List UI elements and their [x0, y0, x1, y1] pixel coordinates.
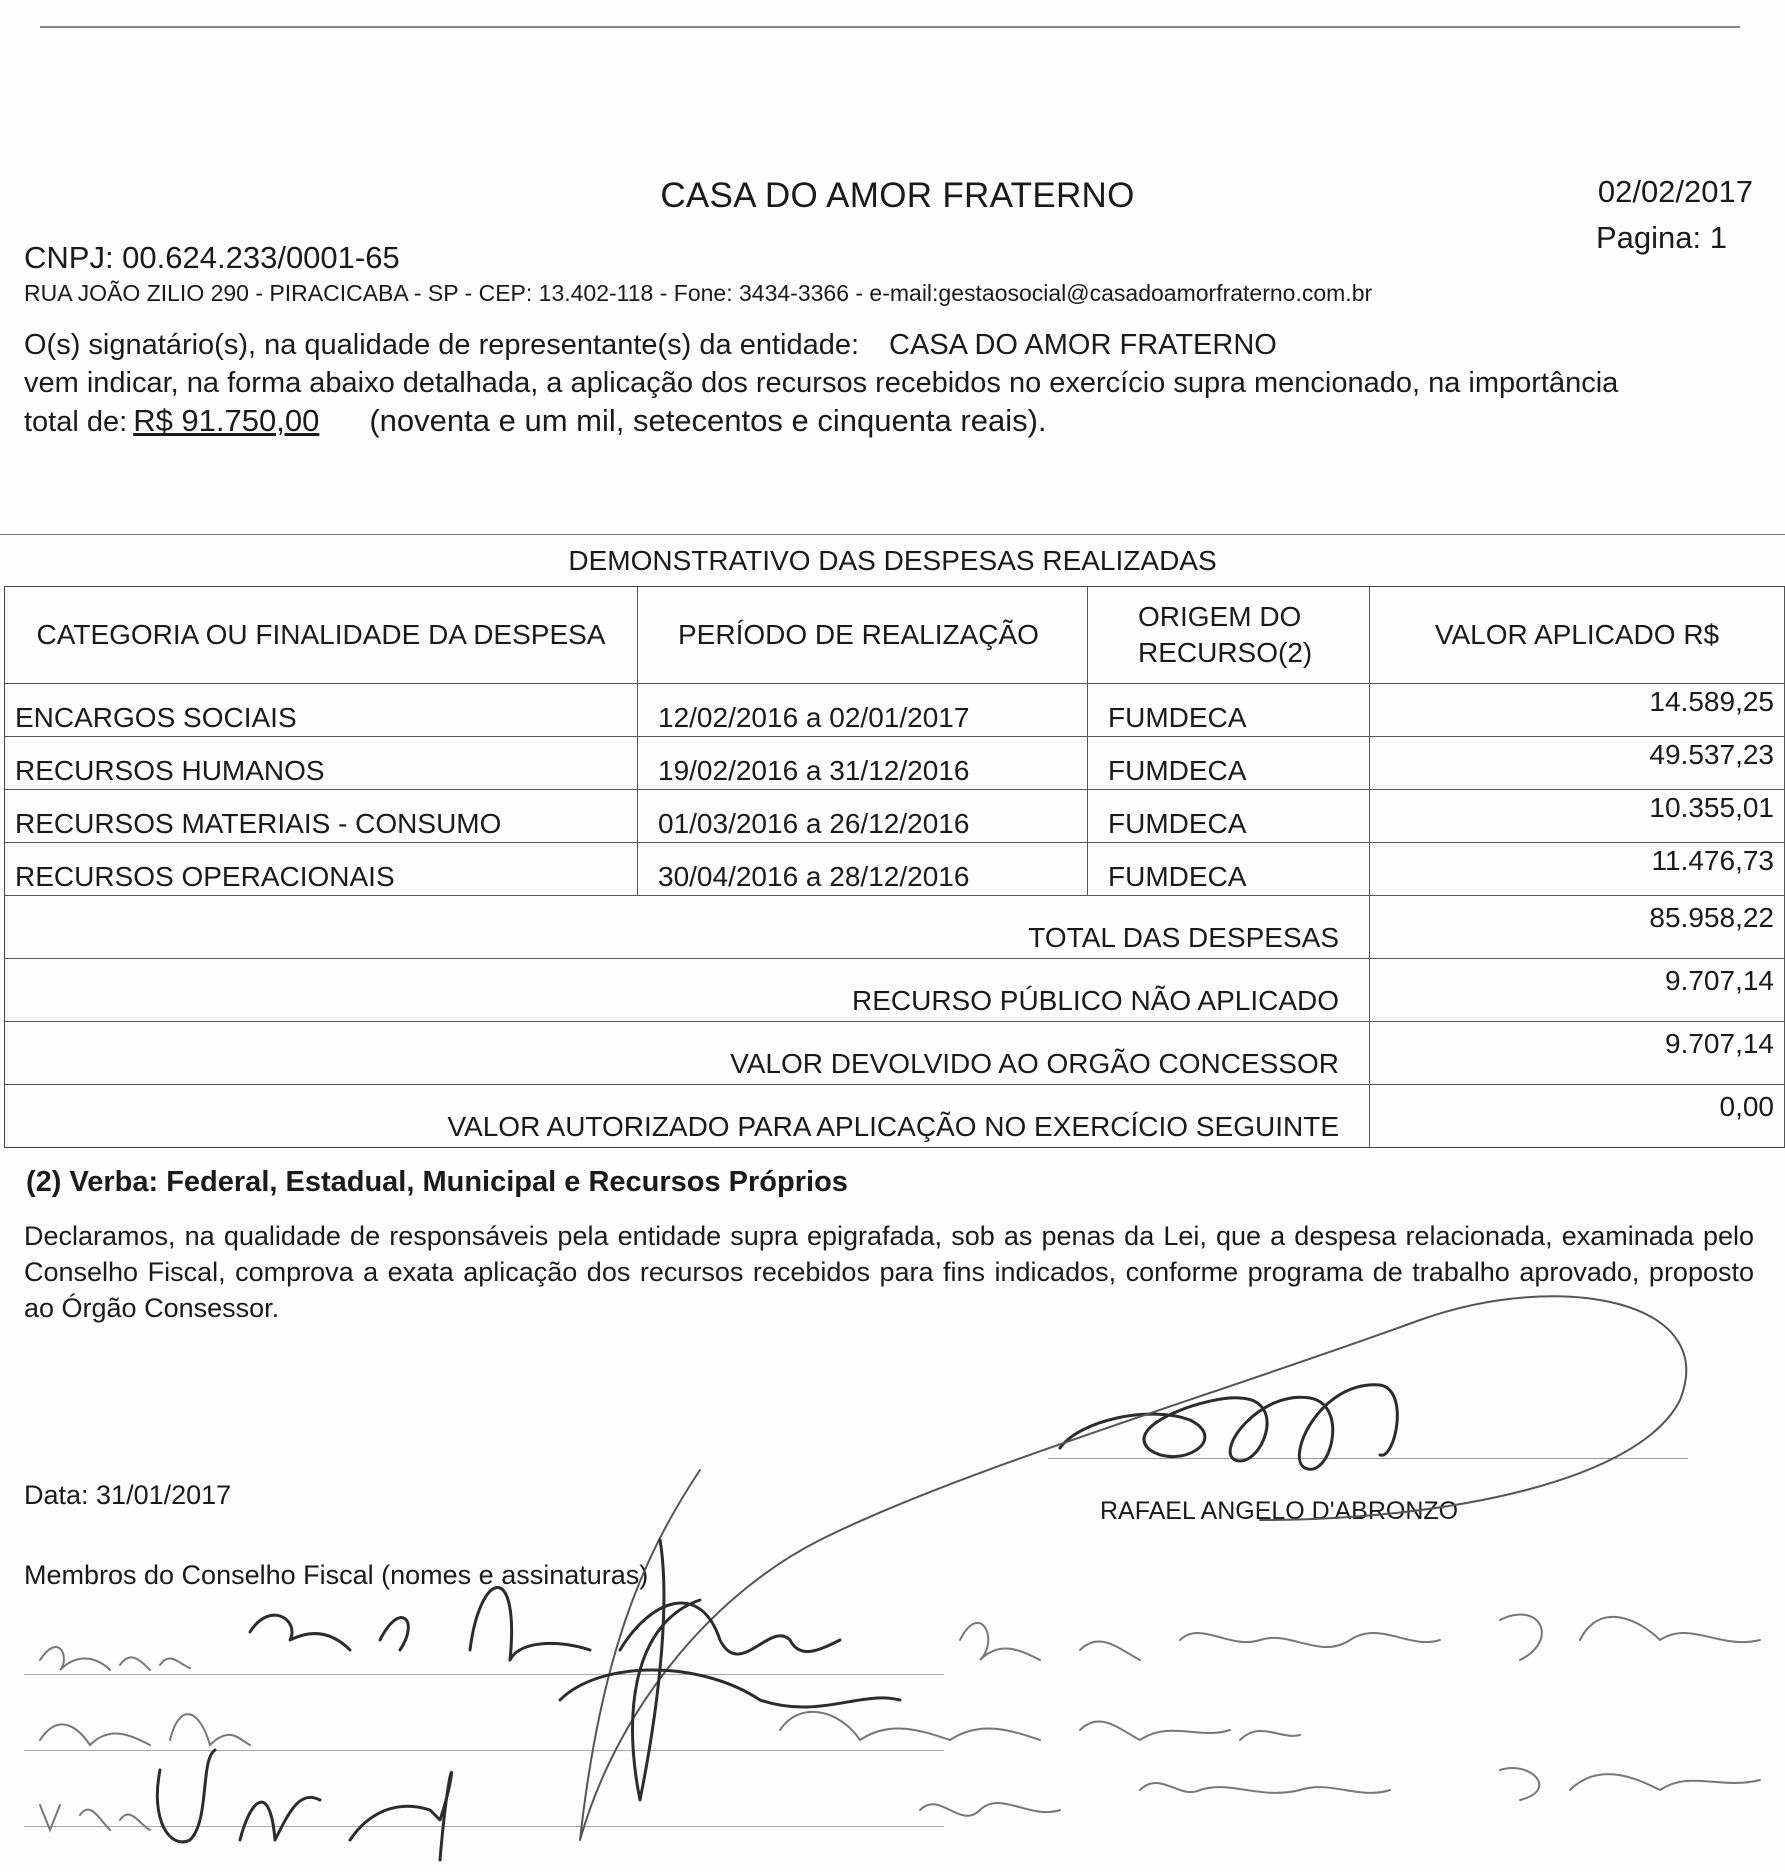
- summary-label: RECURSO PÚBLICO NÃO APLICADO: [5, 959, 1370, 1021]
- page-number: Pagina: 1: [1596, 220, 1727, 255]
- row-period: 12/02/2016 a 02/01/2017: [638, 684, 1088, 736]
- address: RUA JOÃO ZILIO 290 - PIRACICABA - SP - CEP: 13.402-118 - Fone: 3434-3366 - e-mail:gestaosocial@casadoamorfraterno.com.br: [24, 280, 1373, 306]
- table-row: [5, 843, 1785, 896]
- total-amount-words: (noventa e um mil, setecentos e cinquenta reais).: [369, 403, 1047, 438]
- total-label: total de:: [24, 406, 128, 438]
- handwritten-name-leandro-left: [40, 1714, 250, 1745]
- footnote: (2) Verba: Federal, Estadual, Municipal e Recursos Próprios: [26, 1166, 848, 1198]
- header-category: CATEGORIA OU FINALIDADE DA DESPESA: [5, 587, 638, 683]
- council-line: [24, 1826, 944, 1827]
- row-category: RECURSOS HUMANOS: [5, 737, 638, 789]
- director-signature: [1060, 1385, 1397, 1470]
- top-rule: [40, 26, 1740, 28]
- summary-row-total: [5, 896, 1785, 959]
- row-origin: FUMDECA: [1088, 684, 1370, 736]
- council-signature-3: [157, 1750, 451, 1860]
- intro-paragraph: [24, 326, 1764, 441]
- table-title: DEMONSTRATIVO DAS DESPESAS REALIZADAS: [0, 534, 1785, 587]
- header-value: VALOR APLICADO R$: [1370, 587, 1785, 683]
- table-row: [5, 790, 1785, 843]
- signature-line: [1048, 1458, 1688, 1459]
- summary-value: 9.707,14: [1370, 1022, 1785, 1084]
- header-origin: ORIGEM DO RECURSO(2): [1088, 587, 1370, 683]
- summary-label: VALOR DEVOLVIDO AO ORGÃO CONCESSOR: [5, 1022, 1370, 1084]
- row-period: 01/03/2016 a 26/12/2016: [638, 790, 1088, 842]
- row-origin: FUMDECA: [1088, 843, 1370, 895]
- row-origin: FUMDECA: [1088, 790, 1370, 842]
- summary-value: 85.958,22: [1370, 896, 1785, 958]
- summary-row-authorized: [5, 1085, 1785, 1148]
- intro-prefix: O(s) signatário(s), na qualidade de representante(s) da entidade:: [24, 329, 860, 361]
- summary-label: TOTAL DAS DESPESAS: [5, 896, 1370, 958]
- signer-name: RAFAEL ANGELO D'ABRONZO: [1100, 1497, 1459, 1525]
- row-category: ENCARGOS SOCIAIS: [5, 684, 638, 736]
- council-label: Membros do Conselho Fiscal (nomes e assinaturas): [24, 1560, 649, 1590]
- council-line: [24, 1750, 944, 1751]
- cnpj: CNPJ: 00.624.233/0001-65: [24, 240, 400, 275]
- council-signature-1: [250, 1588, 840, 1661]
- table-header-row: [5, 587, 1785, 684]
- intro-line-2: vem indicar, na forma abaixo detalhada, a aplicação dos recursos recebidos no exercício supra mencionado, na importância: [24, 367, 1619, 399]
- declaration: Declaramos, na qualidade de responsáveis pela entidade supra epigrafada, sob as penas da Lei, que a despesa relacionada, examinada pelo Conselho Fiscal, comprova a exata aplicação dos recursos recebidos para fins indicados, conforme programa de trabalho aprovado, proposto ao Órgão Consessor.: [24, 1221, 1754, 1323]
- row-value: 10.355,01: [1370, 790, 1785, 842]
- row-period: 19/02/2016 a 31/12/2016: [638, 737, 1088, 789]
- summary-label: VALOR AUTORIZADO PARA APLICAÇÃO NO EXERCÍCIO SEGUINTE: [5, 1085, 1370, 1147]
- header-period: PERÍODO DE REALIZAÇÃO: [638, 587, 1088, 683]
- summary-row-returned: [5, 1022, 1785, 1085]
- handwritten-names-right-line3: [920, 1768, 1760, 1816]
- total-amount: R$ 91.750,00: [133, 403, 320, 438]
- signature-date: Data: 31/01/2017: [24, 1480, 232, 1510]
- row-period: 30/04/2016 a 28/12/2016: [638, 843, 1088, 895]
- entity-name: CASA DO AMOR FRATERNO: [889, 329, 1277, 361]
- row-category: RECURSOS MATERIAIS - CONSUMO: [5, 790, 638, 842]
- row-origin: FUMDECA: [1088, 737, 1370, 789]
- document-date: 02/02/2017: [1597, 174, 1753, 209]
- intro-line-1: [24, 326, 1764, 364]
- document-title: CASA DO AMOR FRATERNO: [660, 176, 1135, 215]
- intro-line-3: [24, 402, 1764, 441]
- row-value: 11.476,73: [1370, 843, 1785, 895]
- row-value: 14.589,25: [1370, 684, 1785, 736]
- row-category: RECURSOS OPERACIONAIS: [5, 843, 638, 895]
- summary-value: 9.707,14: [1370, 959, 1785, 1021]
- table-row: [5, 684, 1785, 737]
- council-line: [24, 1674, 944, 1675]
- summary-row-unapplied: [5, 959, 1785, 1022]
- table-row: [5, 737, 1785, 790]
- summary-value: 0,00: [1370, 1085, 1785, 1147]
- handwritten-names-right-line1: [960, 1615, 1760, 1660]
- table-grid: [4, 586, 1785, 1148]
- large-loop-signature: [580, 1296, 1686, 1840]
- handwritten-name-bruno-left: [40, 1647, 190, 1670]
- row-value: 49.537,23: [1370, 737, 1785, 789]
- handwritten-names-right-line2: [780, 1712, 1300, 1740]
